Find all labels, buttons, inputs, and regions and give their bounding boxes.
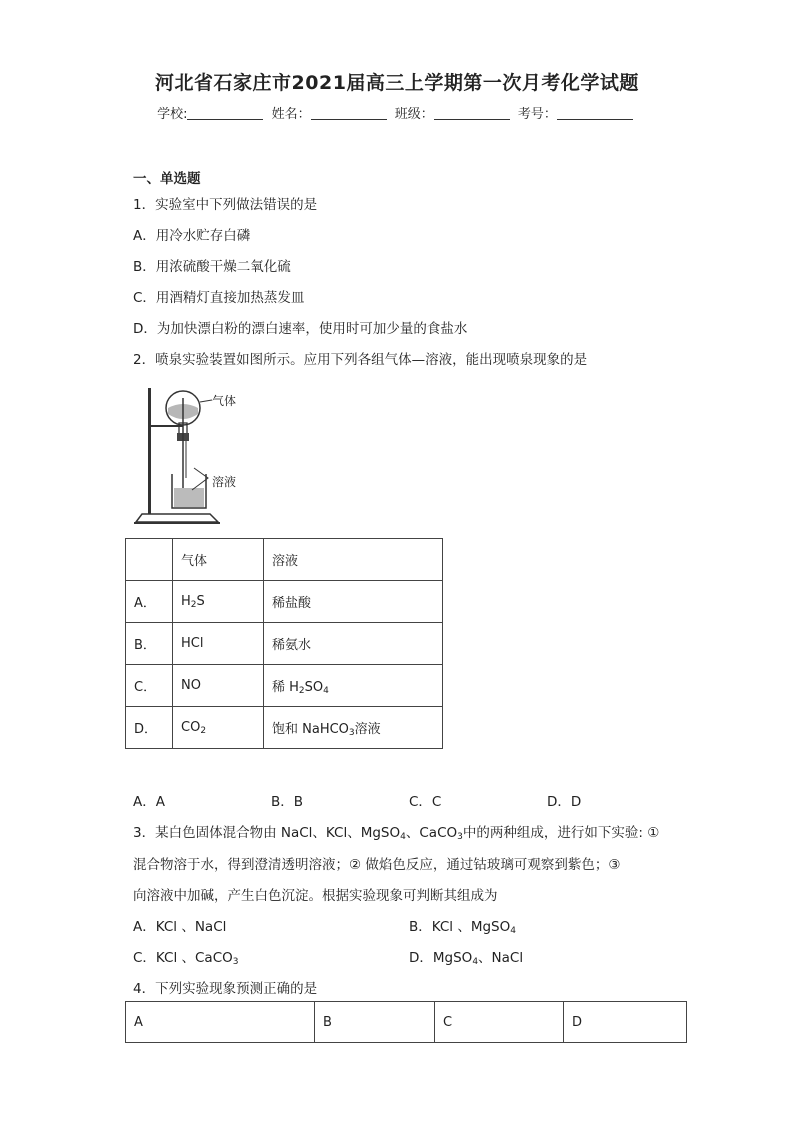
- table-row: [126, 623, 443, 665]
- q4-col-c: C: [435, 1002, 564, 1043]
- name-label: 姓名：: [271, 107, 311, 122]
- student-info-line: [0, 103, 794, 122]
- q1-option-b: B．用浓硫酸干燥二氧化硫: [133, 259, 291, 275]
- q4-col-a: A: [126, 1002, 315, 1043]
- id-label: 考号：: [517, 107, 557, 122]
- section-heading: 一、单选题: [133, 171, 201, 187]
- figure-label-gas: 气体: [212, 394, 237, 408]
- q2-options-table: [125, 538, 443, 749]
- table-header-row: [126, 539, 443, 581]
- q3-option-c: C．KCl 、CaCO$_3$: [133, 950, 239, 967]
- q3-stem-line2: 混合物溶于水，得到澄清透明溶液；② 做焰色反应，通过钴玻璃可观察到紫色；③: [133, 857, 621, 873]
- table-header-solution: 溶液: [264, 539, 443, 581]
- id-blank: [557, 119, 633, 120]
- class-blank: [434, 119, 510, 120]
- fountain-apparatus-figure: [128, 378, 258, 534]
- row-solution: 稀氨水: [264, 623, 443, 665]
- table-header-row: [126, 1002, 687, 1043]
- row-gas: $CO_2$: [173, 707, 264, 749]
- q3-option-d: D．MgSO$_4$、NaCl: [409, 950, 524, 967]
- row-gas: HCl: [173, 623, 264, 665]
- q2-answer-d: D．D: [547, 794, 582, 810]
- q3-stem-line3: 向溶液中加碱，产生白色沉淀。根据实验现象可判断其组成为: [133, 888, 498, 904]
- q4-col-d: D: [564, 1002, 687, 1043]
- row-solution: 稀 $H_2SO_4$: [264, 665, 443, 707]
- page-title: 河北省石家庄市2021届高三上学期第一次月考化学试题: [155, 72, 639, 94]
- table-row: [126, 707, 443, 749]
- row-solution: 稀盐酸: [264, 581, 443, 623]
- row-option: A．: [126, 581, 173, 623]
- row-gas: $H_2S$: [173, 581, 264, 623]
- figure-label-solution: 溶液: [212, 475, 237, 489]
- row-solution: 饱和 NaHCO$_3$溶液: [264, 707, 443, 749]
- q4-table: [125, 1001, 687, 1043]
- row-option: D．: [126, 707, 173, 749]
- q1-option-a: A．用冷水贮存白磷: [133, 228, 251, 244]
- q2-answer-b: B．B: [271, 794, 304, 810]
- q1-option-c: C．用酒精灯直接加热蒸发皿: [133, 290, 305, 306]
- table-row: [126, 665, 443, 707]
- q3-option-b: B．KCl 、MgSO$_4$: [409, 919, 516, 936]
- name-blank: [311, 119, 387, 120]
- class-label: 班级：: [394, 107, 434, 122]
- q2-stem: 2．喷泉实验装置如图所示。应用下列各组气体—溶液，能出现喷泉现象的是: [133, 352, 588, 368]
- table-header-gas: 气体: [173, 539, 264, 581]
- q2-answer-c: C．C: [409, 794, 442, 810]
- row-option: C．: [126, 665, 173, 707]
- school-blank: [187, 119, 263, 120]
- row-gas: NO: [173, 665, 264, 707]
- q3-stem-line1: 3．某白色固体混合物由 NaCl、KCl、MgSO$_4$、CaCO$_3$中的两种组成，进行如下实验: ①: [133, 825, 660, 842]
- q1-stem: 1．实验室中下列做法错误的是: [133, 197, 318, 213]
- q1-option-d: D．为加快漂白粉的漂白速率，使用时可加少量的食盐水: [133, 321, 468, 337]
- q2-answer-a: A．A: [133, 794, 165, 810]
- row-option: B．: [126, 623, 173, 665]
- q3-option-a: A．KCl 、NaCl: [133, 919, 227, 935]
- q4-stem: 4．下列实验现象预测正确的是: [133, 981, 318, 997]
- q4-col-b: B: [315, 1002, 435, 1043]
- school-label: 学校:: [157, 107, 188, 122]
- table-row: [126, 581, 443, 623]
- table-cell: [126, 539, 173, 581]
